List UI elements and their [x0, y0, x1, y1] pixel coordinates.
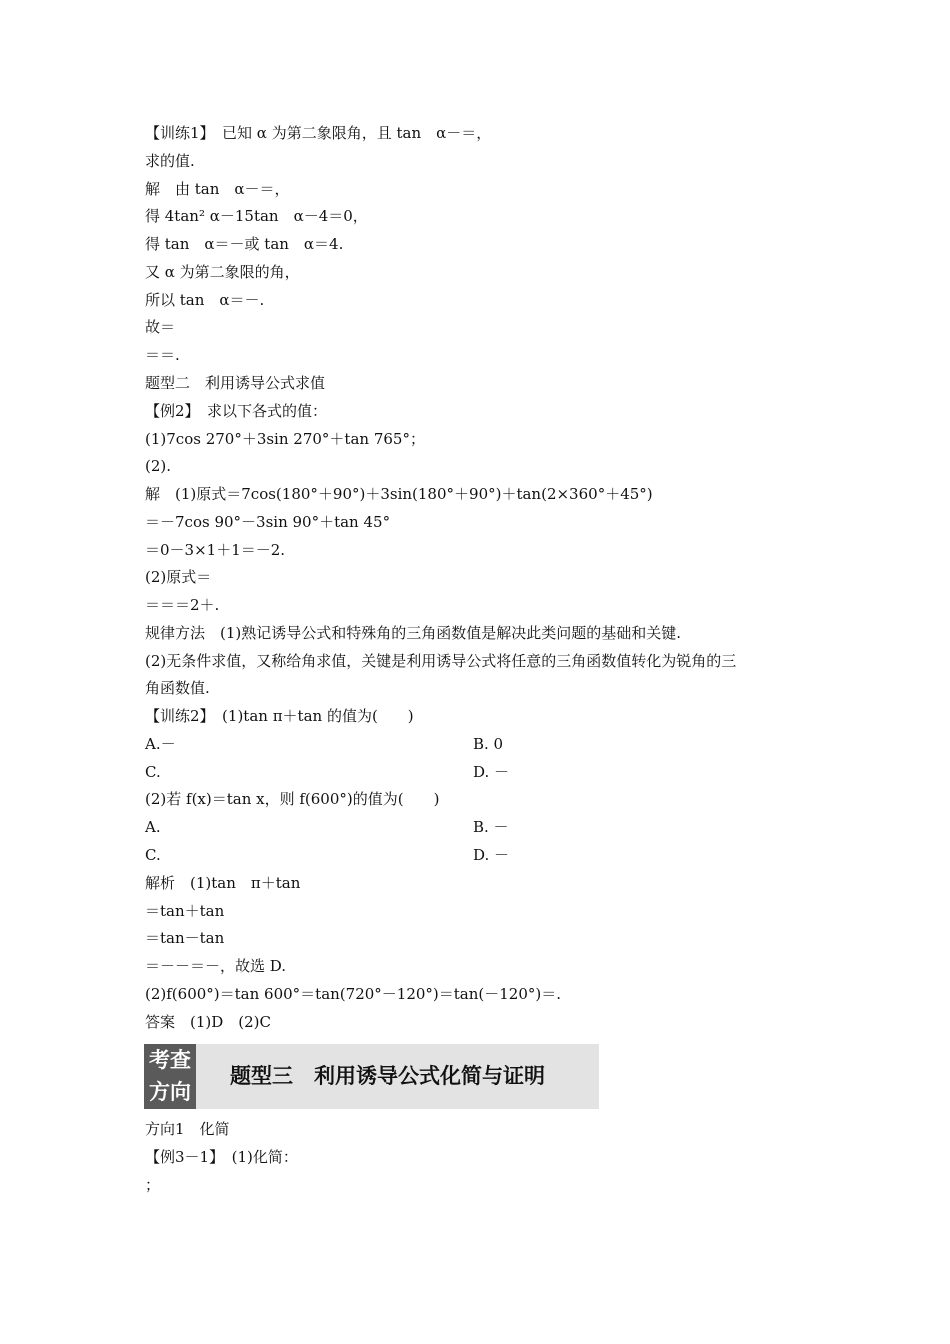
text-line: ＝tan＋tan	[145, 902, 225, 920]
section-badge	[144, 1044, 196, 1109]
badge-line: 考查	[149, 1048, 191, 1072]
exercise-2-heading: 【训练2】 (1)tan π＋tan 的值为( )	[145, 707, 414, 725]
option-d: D. －	[473, 763, 510, 781]
example-2-heading: 【例2】 求以下各式的值：	[145, 402, 328, 420]
text-line: ；	[145, 1176, 161, 1194]
example-3-1-heading: 【例3－1】 (1)化简：	[145, 1148, 298, 1166]
exercise-1-heading: 【训练1】 已知 α 为第二象限角，且 tan α－＝，	[145, 124, 492, 142]
text-line: (2)f(600°)＝tan 600°＝tan(720°－120°)＝tan(－120°)＝.	[145, 985, 561, 1003]
method-note: 规律方法 (1)熟记诱导公式和特殊角的三角函数值是解决此类问题的基础和关键.	[145, 624, 682, 642]
text-line: (2)原式＝	[145, 568, 212, 586]
badge-line: 方向	[149, 1080, 191, 1104]
text-line: (2).	[145, 457, 172, 475]
text-line: ＝－7cos 90°－3sin 90°＋tan 45°	[145, 513, 391, 531]
text-line: ＝＝.	[145, 346, 180, 364]
text-line: 所以 tan α＝－.	[145, 291, 265, 309]
text-line: 解 (1)原式＝7cos(180°＋90°)＋3sin(180°＋90°)＋tan(2×360°＋45°)	[145, 485, 653, 503]
text-line: ＝－－＝－，故选 D.	[145, 957, 287, 975]
section-title: 题型三 利用诱导公式化简与证明	[230, 1064, 545, 1088]
text-line: ＝tan－tan	[145, 929, 225, 947]
text-line: 故＝	[145, 318, 176, 336]
option-c: C.	[145, 846, 161, 864]
text-line: 方向1 化简	[145, 1120, 230, 1138]
section-banner	[144, 1044, 599, 1109]
option-a: A.	[145, 818, 161, 836]
text-line: 角函数值.	[145, 679, 210, 697]
text-line: (1)7cos 270°＋3sin 270°＋tan 765°；	[145, 430, 425, 448]
text-line: 解 由 tan α－＝，	[145, 180, 290, 198]
option-a: A.－	[145, 735, 176, 753]
section-heading-type-2: 题型二 利用诱导公式求值	[145, 374, 326, 392]
answer-line: 答案 (1)D (2)C	[145, 1013, 271, 1031]
text-line: 解析 (1)tan π＋tan	[145, 874, 301, 892]
text-line: ＝0－3×1＋1＝－2.	[145, 541, 286, 559]
text-line: (2)无条件求值，又称给角求值，关键是利用诱导公式将任意的三角函数值转化为锐角的三	[145, 652, 737, 670]
text-line: 得 4tan² α－15tan α－4＝0，	[145, 207, 368, 225]
text-line: 求的值.	[145, 152, 195, 170]
text-line: (2)若 f(x)＝tan x，则 f(600°)的值为( )	[145, 790, 440, 808]
text-line: ＝＝＝2＋.	[145, 596, 220, 614]
text-line: 又 α 为第二象限的角，	[145, 263, 300, 281]
text-line: 得 tan α＝－或 tan α＝4.	[145, 235, 344, 253]
option-b: B. 0	[473, 735, 504, 753]
option-b: B. －	[473, 818, 509, 836]
option-c: C.	[145, 763, 161, 781]
option-d: D. －	[473, 846, 510, 864]
